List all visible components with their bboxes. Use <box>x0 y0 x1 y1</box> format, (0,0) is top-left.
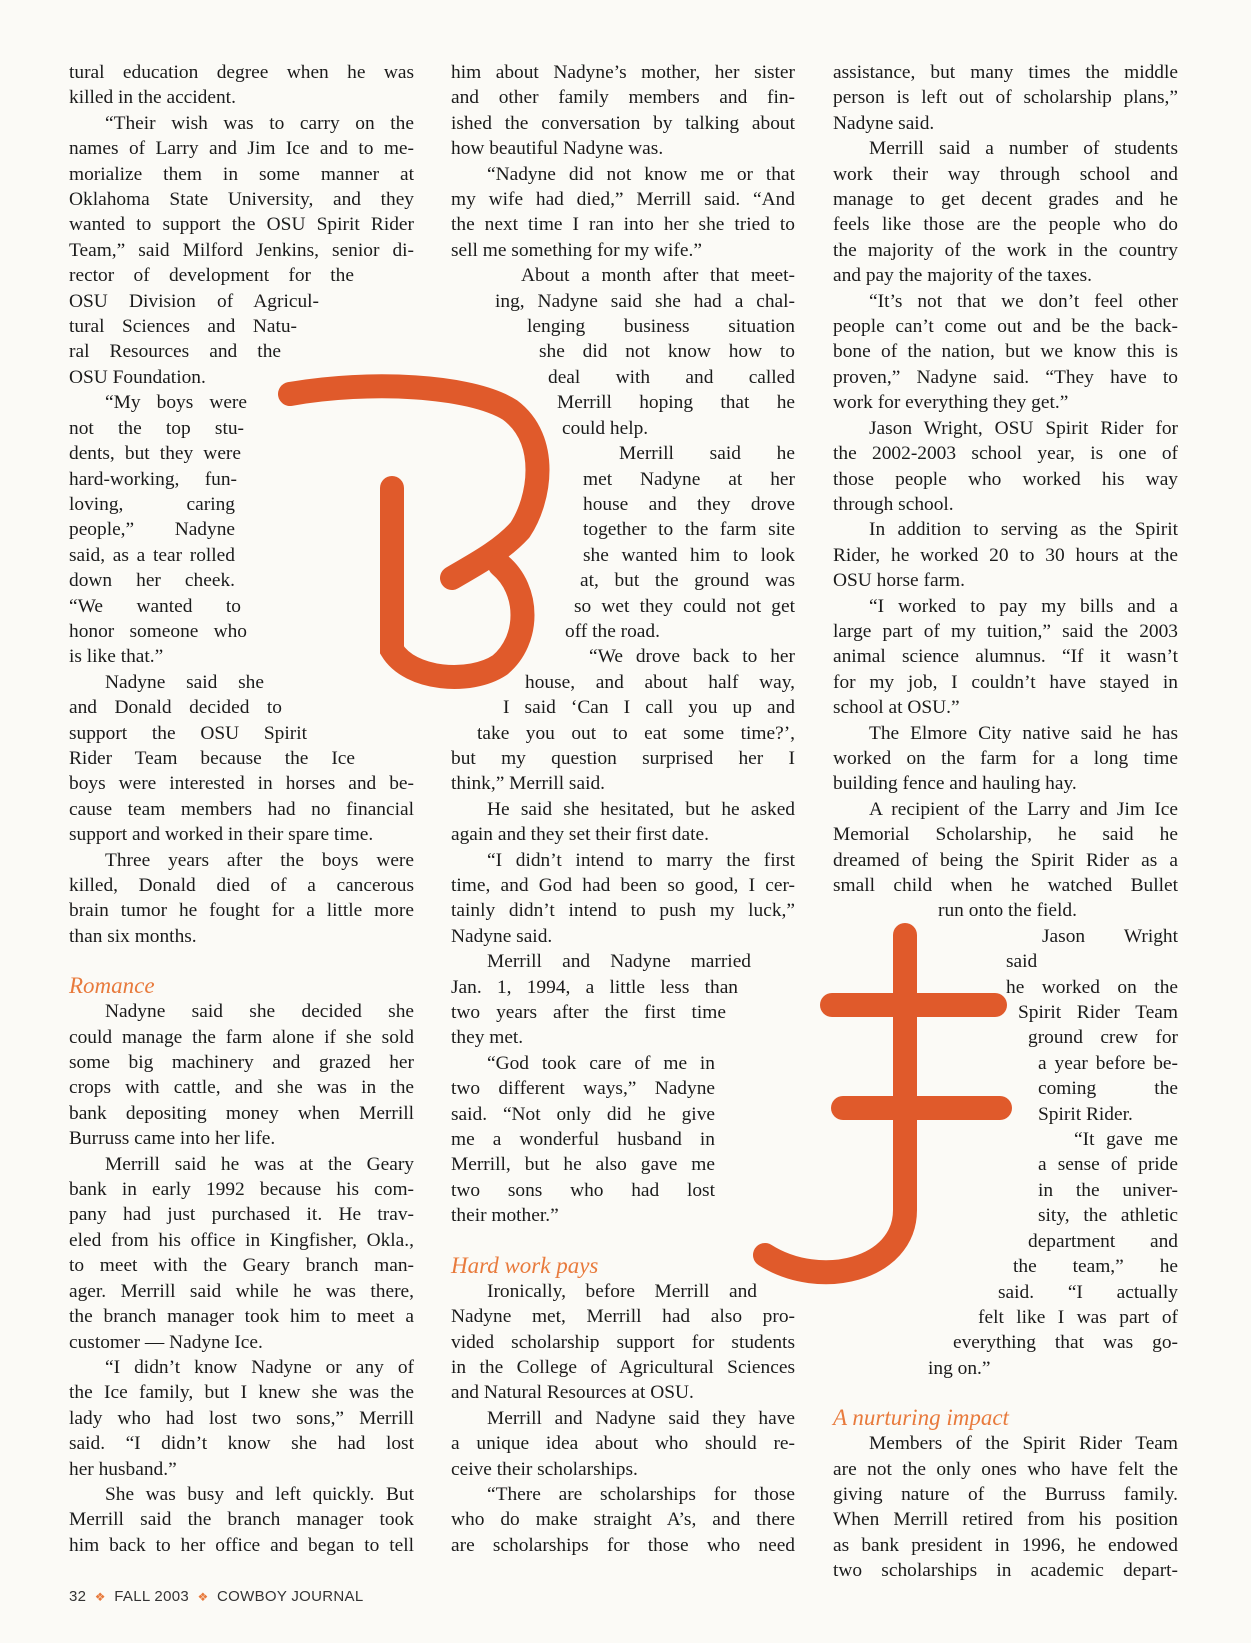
text-line: are not the only ones who have felt the <box>833 1458 1178 1480</box>
text-line: could help. <box>562 417 649 439</box>
text-line: assistance, but many times the middle <box>833 62 1178 83</box>
text-line: brain tumor he fought for a little more <box>69 900 414 922</box>
text-line: “I didn’t intend to marry the first <box>487 849 795 871</box>
text-line: Merrill said he <box>619 443 795 465</box>
text-line: support and worked in their spare time. <box>69 824 374 846</box>
text-line: “It’s not that we don’t feel other <box>869 290 1178 312</box>
text-line: those people who worked his way <box>833 468 1178 490</box>
text-line: house, and about half way, <box>525 671 795 693</box>
text-line: eled from his office in Kingfisher, Okla., <box>69 1229 414 1251</box>
text-line: him about Nadyne’s mother, her sister <box>451 62 795 83</box>
text-line: work for everything they get.” <box>833 392 1069 414</box>
text-line: could manage the farm alone if she sold <box>69 1026 414 1048</box>
text-line: “My boys were <box>105 392 247 414</box>
separator-icon: ❖ <box>197 1590 209 1604</box>
text-line: in the univer- <box>1038 1179 1178 1201</box>
text-line: work their way through school and <box>833 163 1178 185</box>
text-line: OSU Foundation. <box>69 366 206 388</box>
text-line: the team,” he <box>1013 1256 1178 1278</box>
text-line: coming the <box>1038 1078 1178 1100</box>
section-gap <box>833 1381 1178 1405</box>
text-line: bank depositing money when Merrill <box>69 1102 414 1124</box>
text-line: run onto the field. <box>938 900 1077 922</box>
text-line: “I worked to pay my bills and a <box>869 595 1178 617</box>
text-line: “We wanted to <box>69 595 241 617</box>
text-line: Spirit Rider. <box>1038 1103 1133 1125</box>
text-line: but my question surprised her I <box>451 747 795 769</box>
text-line: Nadyne said she decided she <box>105 1001 414 1023</box>
text-line: Jason Wright, OSU Spirit Rider for <box>869 417 1178 439</box>
text-line: people can’t come out and be the back- <box>833 316 1178 338</box>
text-line: A recipient of the Larry and Jim Ice <box>869 798 1178 820</box>
article-column-1 <box>69 60 414 1558</box>
text-line: for my job, I couldn’t have stayed in <box>833 671 1178 693</box>
text-line: Rider, he worked 20 to 30 hours at the <box>833 544 1178 566</box>
text-line: not the top stu- <box>69 417 244 439</box>
text-line: in the College of Agricultural Sciences <box>451 1356 795 1378</box>
text-line: feels like those are the people who do <box>833 214 1178 236</box>
text-line: I said ‘Can I call you up and <box>503 697 795 719</box>
text-line: killed in the accident. <box>69 87 236 109</box>
section-gap <box>451 1229 795 1253</box>
text-line: “We drove back to her <box>589 646 795 668</box>
text-line: ing on.” <box>928 1357 991 1379</box>
text-line: Merrill and Nadyne married <box>487 951 751 973</box>
text-line: small child when he watched Bullet <box>833 875 1178 896</box>
text-line: Rider Team because the Ice <box>69 747 355 769</box>
text-line: Jan. 1, 1994, a little less than <box>451 976 738 998</box>
article-column-3 <box>833 60 1178 1584</box>
text-line: met Nadyne at her <box>583 468 795 490</box>
text-line: the next time I ran into her she tried to <box>451 214 795 236</box>
text-line: Memorial Scholarship, he said he <box>833 824 1178 846</box>
text-line: rector of development for the <box>69 265 354 287</box>
text-line: felt like I was part of <box>978 1306 1178 1328</box>
text-line: ral Resources and the <box>69 341 281 363</box>
text-line: names of Larry and Jim Ice and to me- <box>69 138 414 160</box>
text-line: how beautiful Nadyne was. <box>451 138 664 160</box>
text-line: “It gave me <box>1074 1129 1178 1151</box>
text-line: ground crew for <box>1028 1027 1178 1049</box>
text-line: Jason Wright said <box>1006 925 1178 973</box>
text-line: manage to get decent grades and he <box>833 189 1178 211</box>
text-line: animal science alumnus. “If it wasn’t <box>833 646 1178 668</box>
text-line: support the OSU Spirit <box>69 722 307 744</box>
text-line: hard-working, fun- <box>69 468 237 490</box>
section-heading: Romance <box>69 973 155 999</box>
text-line: “Nadyne did not know me or that <box>487 163 795 185</box>
text-line: person is left out of scholarship plans,” <box>833 87 1178 109</box>
text-line: than six months. <box>69 925 197 947</box>
text-line: customer — Nadyne Ice. <box>69 1331 263 1353</box>
text-line: morialize them in some manner at <box>69 163 414 185</box>
text-line: the majority of the work in the country <box>833 239 1178 261</box>
text-line: a year before be- <box>1038 1052 1178 1074</box>
text-line: think,” Merrill said. <box>451 773 606 795</box>
text-line: a unique idea about who should re- <box>451 1433 795 1455</box>
text-line: and Donald decided to <box>69 697 282 719</box>
text-line: ing, Nadyne said she had a chal- <box>495 290 795 312</box>
text-line: at, but the ground was <box>580 570 795 592</box>
text-line: “There are scholarships for those <box>487 1483 795 1505</box>
text-line: Merrill said the branch manager took <box>69 1509 414 1531</box>
text-line: OSU Division of Agricul- <box>69 290 319 312</box>
text-line: some big machinery and grazed her <box>69 1052 414 1074</box>
text-line: two different ways,” Nadyne <box>451 1078 715 1100</box>
text-line: two scholarships in academic depart- <box>833 1560 1178 1582</box>
text-line: loving, caring <box>69 493 235 515</box>
text-line: said. “I actually <box>998 1281 1178 1303</box>
text-line: deal with and called <box>548 366 795 388</box>
text-line: The Elmore City native said he has <box>869 722 1178 744</box>
text-line: the 2002-2003 school year, is one of <box>833 443 1178 465</box>
text-line: Oklahoma State University, and they <box>69 189 414 211</box>
text-line: Burruss came into her life. <box>69 1128 276 1150</box>
text-line: She was busy and left quickly. But <box>105 1483 414 1505</box>
text-line: dents, but they were <box>69 443 241 465</box>
text-line: Ironically, before Merrill and <box>487 1280 757 1302</box>
text-line: dreamed of being the Spirit Rider as a <box>833 849 1178 871</box>
page-footer <box>69 1588 363 1605</box>
text-line: said. “Not only did he give <box>451 1103 715 1125</box>
text-line: tural Sciences and Natu- <box>69 316 297 338</box>
text-line: Nadyne said she <box>105 671 264 693</box>
text-line: as bank president in 1996, he endowed <box>833 1534 1178 1556</box>
text-line: Merrill said he was at the Geary <box>105 1153 414 1175</box>
publication-name: COWBOY JOURNAL <box>217 1588 364 1605</box>
text-line: him back to her office and began to tell <box>69 1534 414 1556</box>
text-line: their mother.” <box>451 1205 559 1227</box>
section-heading: A nurturing impact <box>833 1405 1009 1431</box>
text-line: ished the conversation by talking about <box>451 112 795 134</box>
text-line: “I didn’t know Nadyne or any of <box>105 1356 414 1378</box>
text-line: lady who had lost two sons,” Merrill <box>69 1407 414 1429</box>
text-line: everything that was go- <box>953 1332 1178 1354</box>
text-line: Merrill, but he also gave me <box>451 1154 715 1176</box>
text-line: crops with cattle, and she was in the <box>69 1077 414 1099</box>
text-line: the Ice family, but I knew she was the <box>69 1382 414 1404</box>
text-line: time, and God had been so good, I cer- <box>451 875 795 896</box>
text-line: they met. <box>451 1027 524 1049</box>
text-line: boys were interested in horses and be- <box>69 773 414 795</box>
text-line: so wet they could not get <box>574 595 795 617</box>
section-heading: Hard work pays <box>451 1252 599 1278</box>
text-line: tural education degree when he was <box>69 62 414 83</box>
text-line: Nadyne said. <box>833 112 935 134</box>
text-line: two years after the first time <box>451 1002 726 1024</box>
text-line: large part of my tuition,” said the 2003 <box>833 620 1178 642</box>
text-line: she wanted him to look <box>583 544 795 566</box>
text-line: ceive their scholarships. <box>451 1458 638 1480</box>
text-line: again and they set their first date. <box>451 824 709 846</box>
issue-date: FALL 2003 <box>114 1588 190 1605</box>
text-line: Nadyne said. <box>451 925 553 947</box>
text-line: the branch manager took him to meet a <box>69 1306 414 1328</box>
text-line: “God took care of me in <box>487 1052 715 1074</box>
text-line: school at OSU.” <box>833 697 960 719</box>
text-line: wanted to support the OSU Spirit Rider <box>69 214 414 236</box>
text-line: through school. <box>833 493 954 515</box>
text-line: OSU horse farm. <box>833 570 965 592</box>
text-line: killed, Donald died of a cancerous <box>69 875 414 896</box>
text-line: who do make straight A’s, and there <box>451 1509 795 1531</box>
text-line: and Natural Resources at OSU. <box>451 1382 694 1404</box>
text-line: “Their wish was to carry on the <box>105 112 414 134</box>
text-line: Members of the Spirit Rider Team <box>869 1433 1178 1455</box>
text-line: two sons who had lost <box>451 1179 715 1201</box>
article-column-2 <box>451 60 795 1558</box>
text-line: a sense of pride <box>1038 1154 1178 1176</box>
text-line: Merrill and Nadyne said they have <box>487 1407 795 1429</box>
text-line: honor someone who <box>69 620 247 642</box>
text-line: Merrill said a number of students <box>869 138 1178 160</box>
text-line: About a month after that meet- <box>521 265 795 287</box>
text-line: Merrill hoping that he <box>557 392 795 414</box>
section-gap <box>69 949 414 973</box>
text-line: are scholarships for those who need <box>451 1534 795 1556</box>
separator-icon: ❖ <box>94 1590 106 1604</box>
text-line: worked on the farm for a long time <box>833 747 1178 769</box>
text-line: department and <box>1028 1230 1178 1252</box>
text-line: giving nature of the Burruss family. <box>833 1483 1178 1505</box>
text-line: lenging business situation <box>527 316 795 338</box>
text-line: and other family members and fin- <box>451 87 795 109</box>
text-line: is like that.” <box>69 646 164 668</box>
text-line: sity, the athletic <box>1038 1205 1178 1227</box>
text-line: he worked on the <box>1006 976 1178 998</box>
text-line: vided scholarship support for students <box>451 1331 795 1353</box>
text-line: tainly didn’t intend to push my luck,” <box>451 900 795 922</box>
text-line: He said she hesitated, but he asked <box>487 798 795 820</box>
text-line: Team,” said Milford Jenkins, senior di- <box>69 239 414 261</box>
text-line: to meet with the Geary branch man- <box>69 1255 414 1277</box>
text-line: house and they drove <box>583 493 795 515</box>
text-line: her husband.” <box>69 1458 177 1480</box>
text-line: cause team members had no financial <box>69 798 414 820</box>
text-line: Three years after the boys were <box>105 849 414 871</box>
text-line: said, as a tear rolled <box>69 544 235 566</box>
text-line: take you out to eat some time?’, <box>477 722 795 744</box>
text-line: pany had just purchased it. He trav- <box>69 1204 414 1226</box>
text-line: sell me something for my wife.” <box>451 239 702 261</box>
text-line: together to the farm site <box>583 519 795 541</box>
text-line: me a wonderful husband in <box>451 1129 715 1151</box>
text-line: Nadyne met, Merrill had also pro- <box>451 1306 795 1328</box>
text-line: building fence and hauling hay. <box>833 773 1077 795</box>
text-line: people,” Nadyne <box>69 519 235 541</box>
text-line: bone of the nation, but we know this is <box>833 341 1178 363</box>
text-line: Spirit Rider Team <box>1018 1002 1178 1024</box>
text-line: and pay the majority of the taxes. <box>833 265 1092 287</box>
text-line: bank in early 1992 because his com- <box>69 1179 414 1201</box>
text-line: said. “I didn’t know she had lost <box>69 1433 414 1455</box>
page-number: 32 <box>69 1588 87 1605</box>
text-line: ager. Merrill said while he was there, <box>69 1280 414 1302</box>
text-line: proven,” Nadyne said. “They have to <box>833 366 1178 388</box>
text-line: off the road. <box>565 620 660 642</box>
text-line: she did not know how to <box>539 341 795 363</box>
text-line: down her cheek. <box>69 570 235 592</box>
text-line: When Merrill retired from his position <box>833 1509 1178 1531</box>
text-line: In addition to serving as the Spirit <box>869 519 1178 541</box>
text-line: my wife had died,” Merrill said. “And <box>451 189 795 211</box>
